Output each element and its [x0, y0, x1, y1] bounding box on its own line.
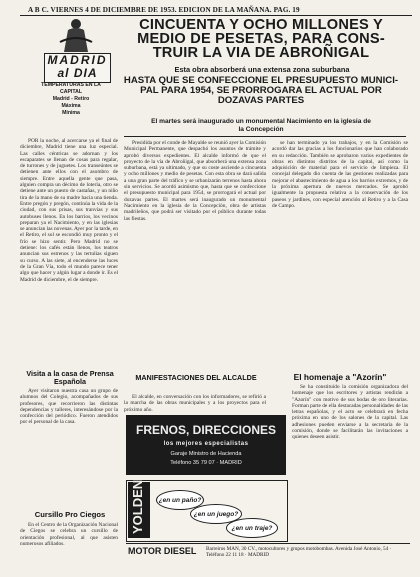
subheadline-2-line: PAL PARA 1954, SE PRORROGARA EL ACTUAL POR	[140, 85, 382, 96]
headline-line: CINCUENTA Y OCHO MILLONES Y	[139, 17, 383, 33]
middle-column-text	[124, 140, 266, 372]
left-column-paragraph: POR la noche, al acercarse ya el final de diciembre, Madrid tiene una luz especial. Las calles céntricas se adornan y los escaparates se llenan de cosas para regalar, de turrones y de juguetes. Los transeúntes se detienen ante ellos con el asombro de siempre. Entre aquella gente que pasa, alguien compra un décimo de lotería, otro se detiene ante un puesto de castañas, y un niño tira de la mano de su madre hacia una tienda. Entre pregón y pregón, continúa la vida de la ciudad, con sus prisas, sus tranvías y sus autobuses llenos. En los barrios, los vecinos preparan ya el Nacimiento, y en las iglesias se anuncian las novenas. Ayer por la tarde, en el Retiro, el sol se escondió muy pronto y el frío se hizo sentir. Pero Madrid no se detiene: los cafés están llenos, los teatros anuncian sus estrenos y las tertulias siguen su curso. A las siete, al encenderse las luces de la Gran Vía, todo el mundo parece tener algo que hacer y algún lugar a donde ir. Es el Madrid de diciembre, el de siempre.	[20, 138, 118, 283]
ad-yolden-bubbles	[152, 482, 282, 538]
middle-column-text-2	[124, 394, 266, 412]
main-headline	[118, 18, 404, 60]
ad-motor-text: Barreiros MAN, 30 CV., motocultores y grupos motobombas. Avenida José Antonio, 54 · Teléfono 22 11 18 · MADRID	[206, 546, 392, 558]
ad-yolden-bubble-2: ¿en un juego?	[190, 504, 242, 524]
ad-yolden-brand-box	[128, 479, 150, 538]
subheadline-3-line: El martes será inaugurado un monumental Nacimiento en la iglesia de	[151, 118, 371, 125]
ad-frenos-sub: los mejores especialistas	[163, 441, 249, 447]
section-title-manifestaciones: MANIFESTACIONES DEL ALCALDE	[135, 373, 257, 382]
headline-line: MEDIO DE PESETAS, PARA CONS-	[137, 31, 385, 47]
subheadline-2	[118, 76, 404, 106]
temperatures-max-label: Máxima	[61, 103, 81, 109]
temperatures-block	[30, 82, 112, 117]
header-line: A B C. VIERNES 4 DE DICIEMBRE DE 1953. EDICION DE LA MAÑANA. PAG. 19	[28, 6, 300, 14]
masthead-line1: MADRID	[47, 53, 108, 67]
section-title-homenaje: El homenaje a "Azorín"	[293, 372, 387, 382]
ad-yolden-bubble-3: ¿en un traje?	[226, 518, 278, 538]
ad-frenos	[126, 415, 286, 475]
right-column-paragraph-2: Se ha constituido la comisión organizadora del homenaje que los escritores y artistas rendirán a "Azorín" con motivo de sus bodas de oro literarias. Forman parte de ella destacadas personalidades de las letras españolas, y el acto se celebrará en fecha próxima en uno de los salones de la capital. Las adhesiones pueden enviarse a la secretaría de la comisión, donde se facilitarán las invitaciones a quienes deseen asistir.	[292, 384, 408, 441]
temperatures-title: TEMPERATURAS EN LA CAPITAL	[41, 82, 101, 95]
ad-frenos-addr2: Teléfono 35 79 07 · MADRID	[170, 460, 242, 466]
subhead-rule	[124, 136, 406, 137]
section-title-cursillo: Cursillo Pro Ciegos	[34, 510, 106, 519]
left-column-text	[20, 138, 118, 368]
ad-yolden-bubble-1: ¿en un paño?	[156, 490, 204, 510]
right-column-text-2	[292, 384, 408, 540]
right-column-paragraph: se han terminado ya los trabajos, y en la Comisión se acordó dar las gracias a los funcionarios que han colaborado en su redacción. También se aprobaron varios expedientes de obras en distintos distritos de la capital, así como la adquisición de material para el servicio de limpieza. El concejal delegado dio cuenta de las gestiones realizadas para mejorar el abastecimiento de agua a los barrios extremos, y de la próxima apertura de nuevos mercados. Se aprobó igualmente la propuesta relativa a la conservación de los paseos y jardines, con especial atención al Retiro y a la Casa de Campo.	[272, 140, 408, 209]
ad-frenos-addr1: Garaje Ministro de Hacienda	[170, 451, 242, 457]
ad-yolden-brand: YOLDEN	[130, 479, 145, 534]
temperatures-place: Madrid - Retiro	[52, 96, 90, 102]
masthead-line2: al DIA	[57, 66, 98, 80]
subheadline-2-line: HASTA QUE SE CONFECCIONE EL PRESUPUESTO MUNICI-	[123, 75, 399, 86]
ad-motor-title: MOTOR DIESEL	[128, 546, 197, 556]
right-column-text	[272, 140, 408, 368]
subheadline-2-line: DOZAVAS PARTES	[217, 95, 305, 106]
subheadline-3-line: la Concepción	[238, 125, 284, 133]
left-column-paragraph-2: Ayer visitaron nuestra casa un grupo de alumnos del Colegio, acompañados de sus profesores, que recorrieron las distintas dependencias y talleres, interesándose por la confección del periódico. Fueron atendidos por el personal de la casa.	[20, 388, 118, 426]
subheadline-3	[128, 118, 394, 133]
temperatures-min-label: Mínima	[62, 110, 80, 116]
ad-frenos-title: FRENOS, DIRECCIONES	[135, 423, 276, 437]
left-column-paragraph-3: En el Centro de la Organización Nacional de Ciegos se celebra un cursillo de orientación profesional, al que asisten numerosos afiliados.	[20, 522, 118, 547]
left-column-text-3	[20, 522, 118, 567]
subheadline-1: Esta obra absorberá una extensa zona suburbana	[174, 65, 350, 74]
section-title-visita: Visita a la casa de Prensa Española	[26, 369, 114, 386]
masthead-box	[44, 53, 111, 83]
ad-motor	[126, 543, 410, 566]
headline-line: TRUIR LA VIA DE ABROÑIGAL	[152, 45, 370, 61]
middle-column-paragraph: Presidida por el conde de Mayalde se reunió ayer la Comisión Municipal Permanente, que despachó los asuntos de trámite y aprobó diversos expedientes. El alcalde informó de que el proyecto de la vía de Abroñigal, que absorberá una extensa zona suburbana, está ya ultimado, y que su coste asciende a cincuenta y ocho millones y medio de pesetas. Con esta obra se dará salida a una gran parte del tráfico y se urbanizarán terrenos hasta ahora sin servicios. Se acordó asimismo que, hasta que se confeccione el presupuesto municipal para 1954, se prorrogará el actual por dozavas partes. El martes será inaugurado un monumental Nacimiento en la iglesia de la Concepción, obra de artistas madrileños, que podrá ser visitado por el público durante todas las fiestas.	[124, 140, 266, 222]
illustration-figure-icon	[54, 16, 98, 56]
left-column-text-2	[20, 388, 118, 506]
middle-column-paragraph-2: El alcalde, en conversación con los informadores, se refirió a la marcha de las obras municipales y a los proyectos para el próximo año.	[124, 394, 266, 412]
